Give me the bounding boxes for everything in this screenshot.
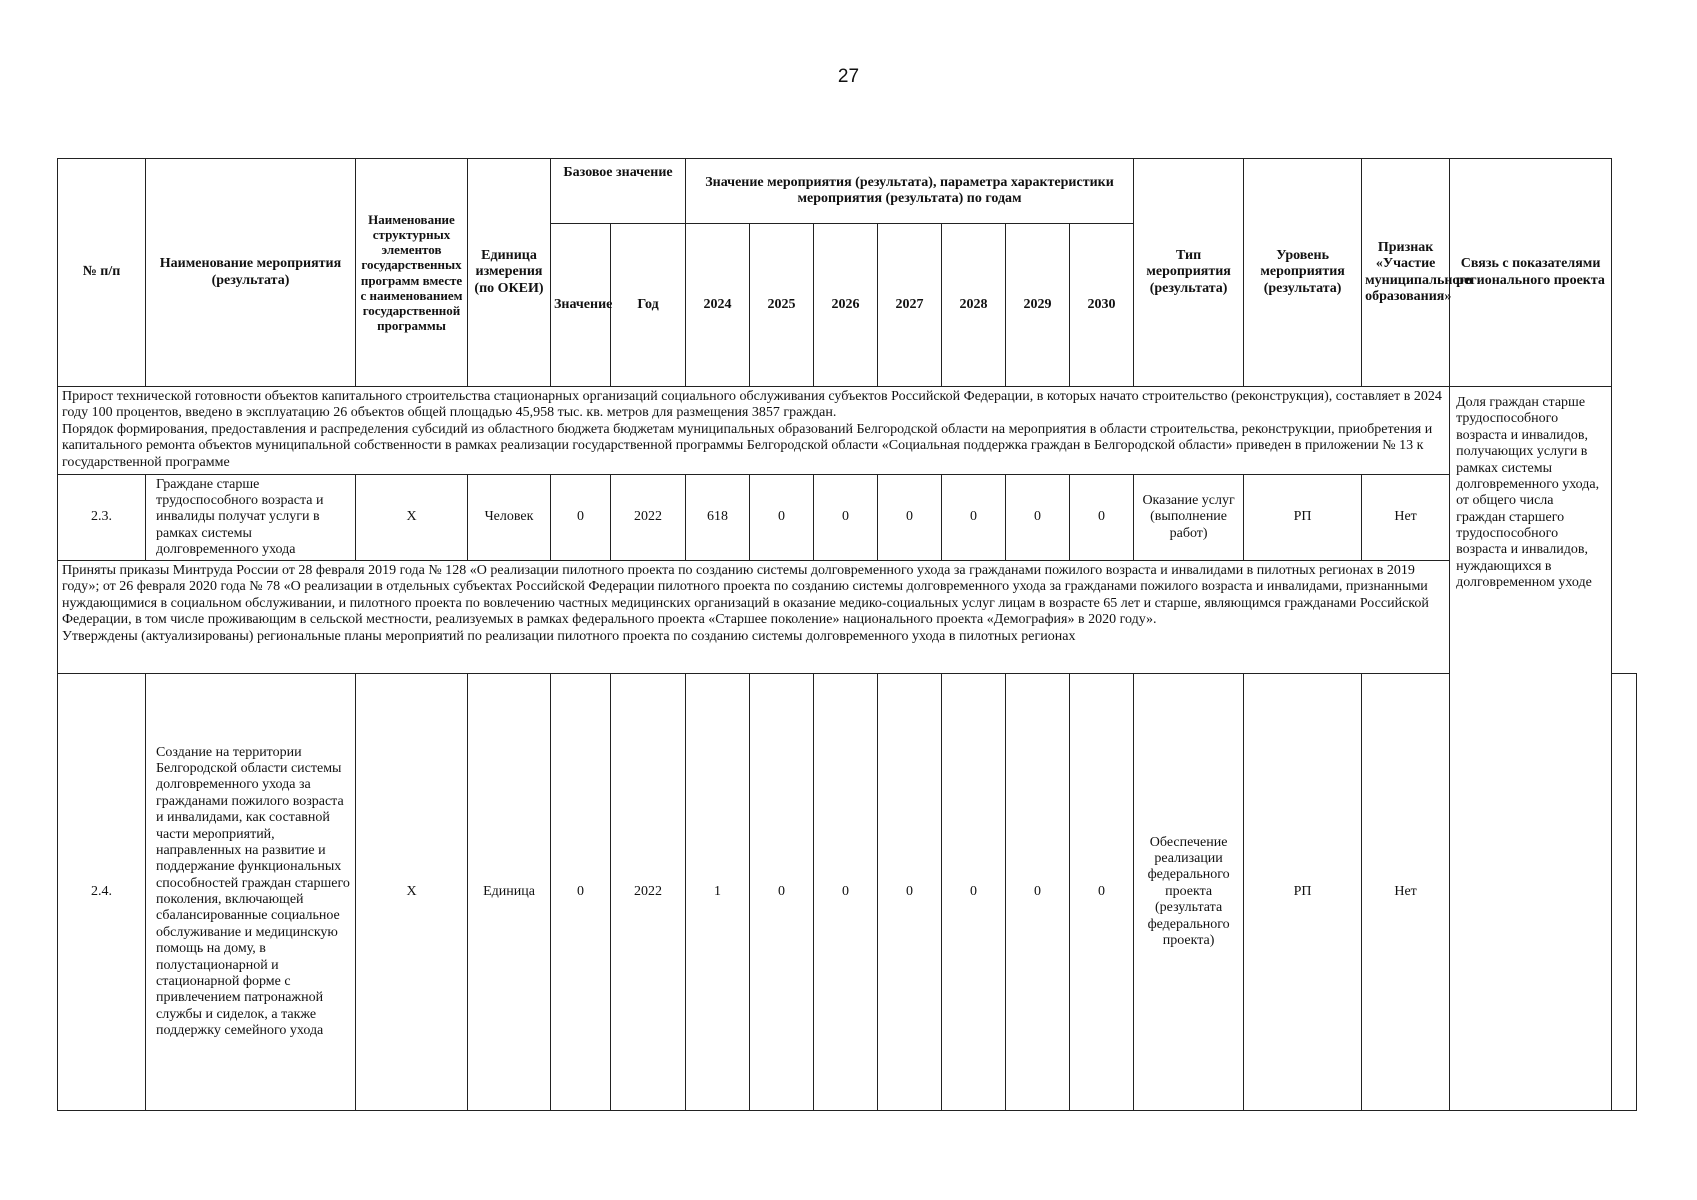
row-2-3-type: Оказание услуг (выполнение работ) xyxy=(1134,475,1244,561)
row-2-4-level: РП xyxy=(1244,674,1362,1111)
header-name: Наименование мероприятия (результата) xyxy=(146,159,356,387)
row-2-4-base-year: 2022 xyxy=(611,674,686,1111)
results-table xyxy=(57,158,1637,1111)
page-number: 27 xyxy=(837,66,860,87)
row-2-3-level: РП xyxy=(1244,475,1362,561)
row-2-3-value-2029: 0 xyxy=(1006,475,1070,561)
row-2-3-struct: Х xyxy=(356,475,468,561)
header-year: 2029 xyxy=(1006,224,1070,387)
header-year: 2028 xyxy=(942,224,1006,387)
description-1b: Порядок формирования, предоставления и распределения субсидий из областного бюджета бюджетам муниципальных образований Белгородской области на мероприятия в области строительства, реконструкции, приобретения и капитального ремонта объектов муниципальной собственности в рамках реализации государственной программы Белгородской области «Социальная поддержка граждан в Белгородской области» приведен в приложении № 13 к государственной программе xyxy=(62,421,1433,470)
row-2-3-value-2026: 0 xyxy=(814,475,878,561)
header-level: Уровень мероприятия (результата) xyxy=(1244,159,1362,387)
header-unit: Единица измерения (по ОКЕИ) xyxy=(468,159,551,387)
row-2-4-num: 2.4. xyxy=(58,674,146,1111)
link-cell: Доля граждан старше трудоспособного возраста и инвалидов, получающих услуги в рамках системы долговременного ухода, от общего числа граждан старшего трудоспособного возраста и инвалидов, нуждающихся в долговременном уходе xyxy=(1450,387,1612,1111)
header-base-group: Базовое значение xyxy=(551,159,686,224)
header-num: № п/п xyxy=(58,159,146,387)
header-link: Связь с показателями регионального проекта xyxy=(1450,159,1612,387)
row-2-4-name: Создание на территории Белгородской области системы долговременного ухода за гражданами пожилого возраста и инвалидами, как составной части мероприятий, направленных на развитие и поддержание функциональных способностей граждан старшего поколения, включающей сбалансированные социальное обслуживание и медицинскую помощь на дому, в полустационарной и стационарной форме с привлечением патронажной службы и сиделок, а также поддержку семейного ухода xyxy=(146,674,356,1111)
header-base-year: Год xyxy=(611,224,686,387)
row-2-4-value-2029: 0 xyxy=(1006,674,1070,1111)
row-2-3-value-2025: 0 xyxy=(750,475,814,561)
row-2-3-value-2030: 0 xyxy=(1070,475,1134,561)
row-2-3-value-2028: 0 xyxy=(942,475,1006,561)
description-2: Приняты приказы Минтруда России от 28 февраля 2019 года № 128 «О реализации пилотного проекта по созданию системы долговременного ухода за гражданами пожилого возраста и инвалидами в пилотных регионах в 2019 году»; от 26 февраля 2020 года № 78 «О реализации в отдельных субъектах Российской Федерации пилотного проекта по созданию системы долговременного ухода за гражданами пожилого возраста и инвалидами, признанными нуждающимися в социальном обслуживании, и пилотного проекта по вовлечению частных медицинских организаций в оказание медико-социальных услуг лицам в возрасте 65 лет и старше, являющимся гражданами Российской Федерации, в том числе проживающим в сельской местности, реализуемых в рамках федерального проекта «Старшее поколение» национального проекта «Демография» в 2020 году». xyxy=(62,563,1429,628)
header-years-group: Значение мероприятия (результата), параметра характеристики мероприятия (результата) по годам xyxy=(686,159,1134,224)
row-2-4-base-value: 0 xyxy=(551,674,611,1111)
row-2-3-base-year: 2022 xyxy=(611,475,686,561)
header-year: 2026 xyxy=(814,224,878,387)
row-2-4-unit: Единица xyxy=(468,674,551,1111)
header-year: 2030 xyxy=(1070,224,1134,387)
row-2-3-num: 2.3. xyxy=(58,475,146,561)
header-municipal: Признак «Участие муниципального образования» xyxy=(1362,159,1450,387)
row-2-4-type: Обеспечение реализации федерального проекта (результата федерального проекта) xyxy=(1134,674,1244,1111)
description-1: Прирост технической готовности объектов капитального строительства стационарных организаций социального обслуживания субъектов Российской Федерации, в которых начато строительство (реконструкция), составляет в 2024 году 100 процентов, введено в эксплуатацию 26 объектов общей площадью 45,958 тыс. кв. метров для размещения 3857 граждан. xyxy=(62,389,1442,421)
row-2-3-unit: Человек xyxy=(468,475,551,561)
row-2-3-base-value: 0 xyxy=(551,475,611,561)
description-block-2 xyxy=(58,561,1450,674)
header-base-value: Значение xyxy=(551,224,611,387)
row-2-4-value-2024: 1 xyxy=(686,674,750,1111)
row-2-4-value-2026: 0 xyxy=(814,674,878,1111)
row-2-4-value-2030: 0 xyxy=(1070,674,1134,1111)
row-2-3-name: Граждане старше трудоспособного возраста и инвалиды получат услуги в рамках системы долговременного ухода xyxy=(146,475,356,561)
table-row xyxy=(58,674,1637,1111)
header-year: 2027 xyxy=(878,224,942,387)
row-2-4-struct: Х xyxy=(356,674,468,1111)
header-year: 2025 xyxy=(750,224,814,387)
row-2-4-value-2028: 0 xyxy=(942,674,1006,1111)
header-year: 2024 xyxy=(686,224,750,387)
row-2-4-municipal: Нет xyxy=(1362,674,1450,1111)
header-type: Тип мероприятия (результата) xyxy=(1134,159,1244,387)
row-2-3-value-2024: 618 xyxy=(686,475,750,561)
row-2-4-value-2027: 0 xyxy=(878,674,942,1111)
description-2b: Утверждены (актуализированы) региональные планы мероприятий по реализации пилотного проекта по созданию системы долговременного ухода в пилотных регионах xyxy=(62,628,1076,644)
row-2-4-link-empty xyxy=(1612,674,1637,1111)
row-2-3-value-2027: 0 xyxy=(878,475,942,561)
description-block-1 xyxy=(58,387,1450,475)
row-2-4-value-2025: 0 xyxy=(750,674,814,1111)
table-row xyxy=(58,475,1637,561)
header-struct: Наименование структурных элементов государственных программ вместе с наименованием государственной программы xyxy=(356,159,468,387)
row-2-3-municipal: Нет xyxy=(1362,475,1450,561)
